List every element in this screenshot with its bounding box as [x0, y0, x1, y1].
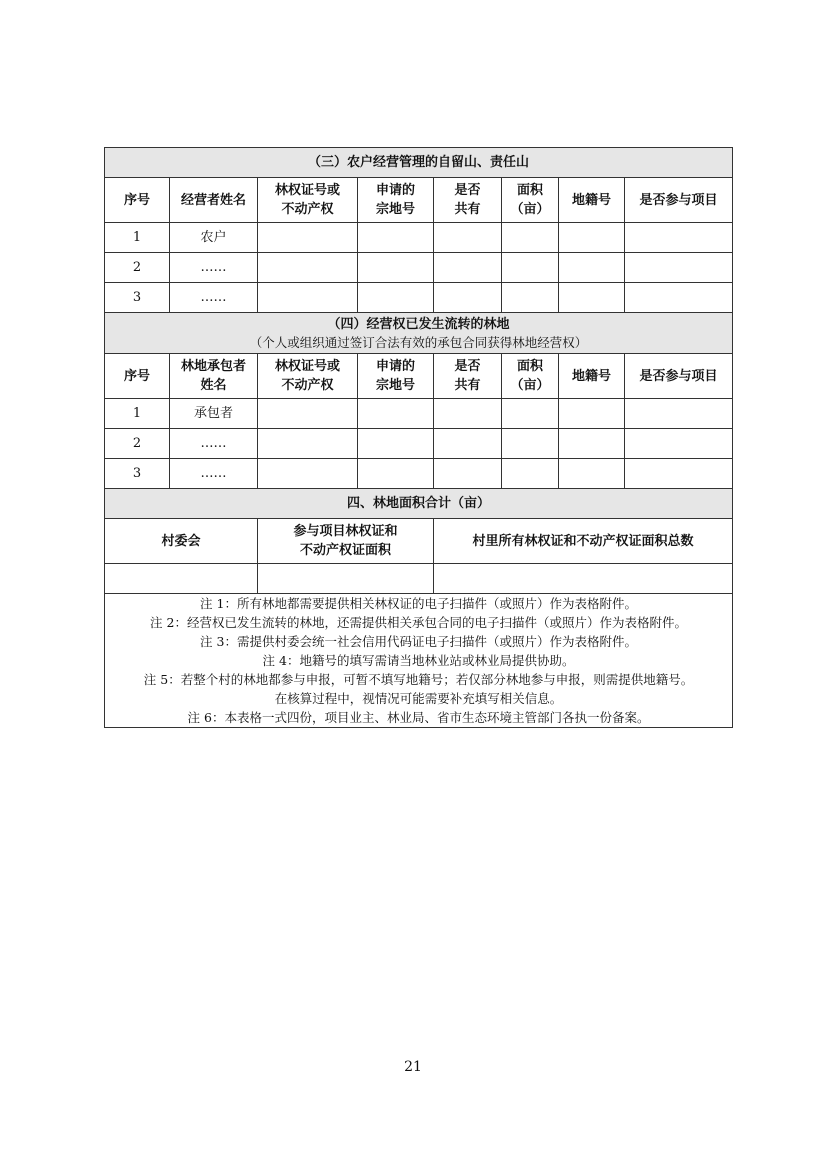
table-row: [105, 459, 733, 489]
header-cell: 林地承包者 姓名: [170, 354, 258, 399]
header-cell: 面积 （亩）: [502, 354, 559, 399]
header-cell: 村里所有林权证和不动产权证面积总数: [434, 519, 733, 564]
note-line: 注 3：需提供村委会统一社会信用代码证电子扫描件（或照片）作为表格附件。: [200, 634, 637, 649]
header-cell: 地籍号: [559, 178, 625, 223]
total-area-input[interactable]: [434, 564, 733, 594]
empty-cell[interactable]: [625, 399, 733, 429]
empty-cell[interactable]: [625, 253, 733, 283]
header-cell: 是否参与项目: [625, 354, 733, 399]
empty-cell[interactable]: [358, 253, 434, 283]
header-cell: 面积 （亩）: [502, 178, 559, 223]
empty-cell[interactable]: [358, 429, 434, 459]
empty-cell[interactable]: [502, 253, 559, 283]
empty-cell[interactable]: [559, 253, 625, 283]
header-cell: 林权证号或 不动产权: [258, 178, 358, 223]
empty-cell[interactable]: [559, 459, 625, 489]
empty-cell[interactable]: [434, 223, 502, 253]
row-number: 1: [105, 399, 170, 429]
contractor-name: ……: [170, 459, 258, 489]
row-number: 3: [105, 459, 170, 489]
operator-name: 农户: [170, 223, 258, 253]
row-number: 2: [105, 253, 170, 283]
empty-cell[interactable]: [625, 283, 733, 313]
section4-header-row: [105, 354, 733, 399]
note-line: 注 4：地籍号的填写需请当地林业站或林业局提供协助。: [262, 653, 575, 668]
row-number: 1: [105, 223, 170, 253]
note-line: 注 1：所有林地都需要提供相关林权证的电子扫描件（或照片）作为表格附件。: [200, 596, 637, 611]
section4-subtitle: （个人或组织通过签订合法有效的承包合同获得林地经营权）: [249, 334, 588, 350]
empty-cell[interactable]: [502, 429, 559, 459]
header-cell: 申请的 宗地号: [358, 178, 434, 223]
empty-cell[interactable]: [502, 223, 559, 253]
header-cell: 序号: [105, 354, 170, 399]
operator-name: ……: [170, 253, 258, 283]
empty-cell[interactable]: [258, 459, 358, 489]
empty-cell[interactable]: [258, 399, 358, 429]
empty-cell[interactable]: [559, 399, 625, 429]
empty-cell[interactable]: [258, 429, 358, 459]
header-cell: 地籍号: [559, 354, 625, 399]
header-cell: 林权证号或 不动产权: [258, 354, 358, 399]
empty-cell[interactable]: [502, 399, 559, 429]
empty-cell[interactable]: [358, 223, 434, 253]
summary-input-row: [105, 564, 733, 594]
empty-cell[interactable]: [559, 429, 625, 459]
notes-cell: [105, 594, 733, 728]
header-cell: 是否 共有: [434, 178, 502, 223]
forest-land-form-table: [104, 147, 733, 728]
empty-cell[interactable]: [358, 283, 434, 313]
empty-cell[interactable]: [434, 429, 502, 459]
header-cell: 村委会: [105, 519, 258, 564]
empty-cell[interactable]: [625, 223, 733, 253]
summary-title: 四、林地面积合计（亩）: [347, 496, 491, 511]
summary-header-row: [105, 519, 733, 564]
empty-cell[interactable]: [358, 399, 434, 429]
page-number: 21: [404, 1059, 422, 1075]
village-committee-input[interactable]: [105, 564, 258, 594]
header-cell: 参与项目林权证和 不动产权证面积: [258, 519, 434, 564]
table-row: [105, 399, 733, 429]
note-line: 注 5：若整个村的林地都参与申报，可暂不填写地籍号；若仅部分林地参与申报，则需提供地籍号。: [143, 672, 694, 687]
empty-cell[interactable]: [502, 283, 559, 313]
empty-cell[interactable]: [559, 283, 625, 313]
header-cell: 是否参与项目: [625, 178, 733, 223]
row-number: 2: [105, 429, 170, 459]
header-cell: 经营者姓名: [170, 178, 258, 223]
empty-cell[interactable]: [559, 223, 625, 253]
operator-name: ……: [170, 283, 258, 313]
note-line: 在核算过程中，视情况可能需要补充填写相关信息。: [274, 691, 563, 706]
section4-title-row: [105, 313, 733, 354]
row-number: 3: [105, 283, 170, 313]
table-row: [105, 283, 733, 313]
empty-cell[interactable]: [258, 223, 358, 253]
empty-cell[interactable]: [258, 253, 358, 283]
section4-title: （四）经营权已发生流转的林地: [327, 316, 510, 332]
header-cell: 序号: [105, 178, 170, 223]
header-cell: 申请的 宗地号: [358, 354, 434, 399]
notes-row: [105, 594, 733, 728]
empty-cell[interactable]: [434, 459, 502, 489]
section3-title-row: [105, 148, 733, 178]
note-line: 注 2：经营权已发生流转的林地，还需提供相关承包合同的电子扫描件（或照片）作为表格附件。: [150, 615, 687, 630]
empty-cell[interactable]: [625, 429, 733, 459]
section3-header-row: [105, 178, 733, 223]
note-line: 注 6：本表格一式四份，项目业主、林业局、省市生态环境主管部门各执一份备案。: [187, 710, 650, 725]
empty-cell[interactable]: [434, 399, 502, 429]
summary-title-row: [105, 489, 733, 519]
empty-cell[interactable]: [434, 253, 502, 283]
project-area-input[interactable]: [258, 564, 434, 594]
empty-cell[interactable]: [258, 283, 358, 313]
empty-cell[interactable]: [434, 283, 502, 313]
table-row: [105, 223, 733, 253]
header-cell: 是否 共有: [434, 354, 502, 399]
table-row: [105, 429, 733, 459]
section3-title: （三）农户经营管理的自留山、责任山: [308, 155, 530, 170]
contractor-name: 承包者: [170, 399, 258, 429]
empty-cell[interactable]: [358, 459, 434, 489]
empty-cell[interactable]: [502, 459, 559, 489]
table-row: [105, 253, 733, 283]
contractor-name: ……: [170, 429, 258, 459]
empty-cell[interactable]: [625, 459, 733, 489]
